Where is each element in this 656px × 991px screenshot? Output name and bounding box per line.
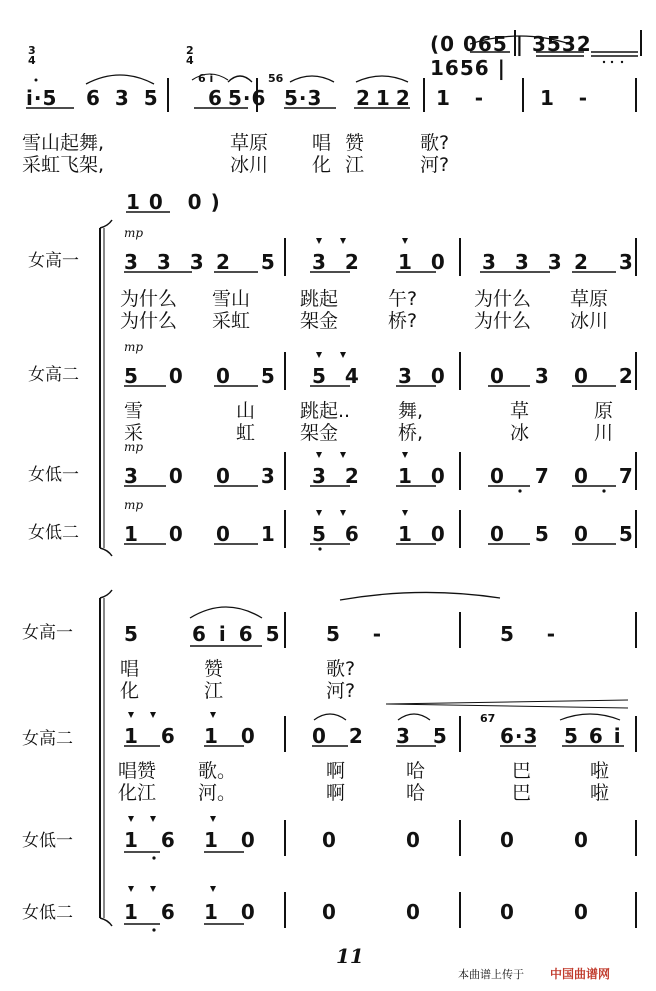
lyric: 舞, <box>398 400 424 422</box>
lyric: 江 <box>204 680 224 702</box>
note-group: 3 5 <box>396 724 455 748</box>
lyric: 雪 <box>124 400 144 422</box>
intro-note: 6 <box>208 86 223 110</box>
note-group: 1 0 <box>398 522 451 546</box>
lyric: 河。 <box>198 782 237 804</box>
lyric: 化江 <box>312 154 379 176</box>
note-group: 3 2 <box>312 250 365 274</box>
dynamic-mark: mp <box>124 226 144 240</box>
note-group: 0 <box>322 900 337 924</box>
part-name: 女低二 <box>22 903 73 923</box>
lyric: 架金 <box>300 310 339 332</box>
lyric: 冰 <box>510 422 530 444</box>
note-group: 1 0 <box>204 828 263 852</box>
lyric: 唱赞 <box>118 760 157 782</box>
note-group: 1 0 <box>124 522 195 546</box>
lyric: 原 <box>594 400 614 422</box>
note-group: 5 6 <box>312 522 365 546</box>
lyric: 川 <box>594 422 614 444</box>
lyric: 午? <box>388 288 418 310</box>
note-group: 0 7 <box>490 464 561 488</box>
note-group: 0 <box>406 828 421 852</box>
intro-note: 6 3 5 <box>86 86 159 110</box>
lyric: 啦 <box>590 760 610 782</box>
lyric: 桥, <box>398 422 424 444</box>
note-group: 6 i 6 5 <box>192 622 283 646</box>
lyric: 巴 <box>512 760 532 782</box>
note-group: 0 <box>574 900 589 924</box>
note-group: 3 0 <box>124 464 195 488</box>
note-group: 1 6 <box>124 828 183 852</box>
lyric: 架金 <box>300 422 339 444</box>
note-group: 2 5 <box>216 250 287 274</box>
note-group: 0 <box>574 828 589 852</box>
lyric: 为什么 <box>474 288 532 310</box>
intro-note: 1 - <box>540 86 589 110</box>
part-name: 女低一 <box>28 465 79 485</box>
part-name: 女高二 <box>28 365 79 385</box>
note-group: 0 <box>500 828 515 852</box>
lyric: 哈 <box>406 782 426 804</box>
note-group: 0 2 <box>574 364 645 388</box>
lyric: 啊 <box>326 760 346 782</box>
intro-tail-notes: 1 0 0 ) <box>126 190 221 214</box>
part-name: 女低一 <box>22 831 73 851</box>
lyric: 为什么 <box>120 310 178 332</box>
lyric: 采虹 <box>212 310 251 332</box>
intro-instrumental-line: (0 065 | 3532 1656 | <box>430 32 592 80</box>
note-group: 1 0 <box>398 250 451 274</box>
lyric: 河? <box>420 154 450 176</box>
intro-note: i·5 <box>26 86 58 110</box>
note-group: 1 0 <box>204 724 263 748</box>
note-group: 0 5 <box>574 522 645 546</box>
lyric: 为什么 <box>474 310 532 332</box>
note-group: 0 5 <box>216 364 287 388</box>
lyric: 雪山起舞, <box>22 132 105 154</box>
lyric: 采虹飞架, <box>22 154 105 176</box>
part-name: 女高一 <box>28 251 79 271</box>
note-group: 6·3 <box>500 724 539 748</box>
dynamic-mark: mp <box>124 440 144 454</box>
note-group: 1 6 <box>124 900 183 924</box>
lyric: 歌? <box>420 132 450 154</box>
lyric: 歌? <box>326 658 356 680</box>
note-group: 3 0 <box>398 364 451 388</box>
note-group: 0 2 <box>312 724 371 748</box>
time-signature-2-4: 2 4 <box>186 44 194 67</box>
lyric: 采 <box>124 422 144 444</box>
lyric: 哈 <box>406 760 426 782</box>
note-group: 5 0 <box>124 364 195 388</box>
lyric: 啊 <box>326 782 346 804</box>
intro-note: 5·3 <box>284 86 323 110</box>
note-group: 0 <box>322 828 337 852</box>
lyric: 赞 <box>204 658 224 680</box>
lyric: 跳起 <box>300 288 339 310</box>
intro-note: 1 - <box>436 86 485 110</box>
part-name: 女高二 <box>22 729 73 749</box>
intro-note: 212 <box>356 86 416 110</box>
dynamic-mark: mp <box>124 340 144 354</box>
lyric: 为什么 <box>120 288 178 310</box>
lyric: 草原 <box>570 288 609 310</box>
lyric: 化江 <box>118 782 157 804</box>
site-logo[interactable]: 中国曲谱网 <box>550 967 611 981</box>
part-name: 女高一 <box>22 623 73 643</box>
note-group: 5 - <box>326 622 383 646</box>
lyric: 草 <box>510 400 530 422</box>
grace-note-1: 6 i <box>198 72 214 85</box>
note-group: 1 0 <box>398 464 451 488</box>
note-group: 5 4 <box>312 364 365 388</box>
note-group: 0 5 <box>490 522 561 546</box>
lyric: 啦 <box>590 782 610 804</box>
lyric: 唱赞 <box>312 132 379 154</box>
footer-text: 本曲谱上传于 <box>458 968 524 981</box>
lyric: 跳起.. <box>300 400 351 422</box>
lyric: 桥? <box>388 310 418 332</box>
note-group: 3 3 3 <box>124 250 210 274</box>
lyric: 河? <box>326 680 356 702</box>
note-group: 1 6 <box>124 724 183 748</box>
note-group: 0 3 <box>490 364 561 388</box>
part-name: 女低二 <box>28 523 79 543</box>
grace-note-2: 56 <box>268 72 284 85</box>
note-group: 0 1 <box>216 522 287 546</box>
lyric: 雪山 <box>212 288 251 310</box>
note-group: 5 <box>124 622 139 646</box>
note-group: 0 <box>500 900 515 924</box>
note-group: 1 0 <box>204 900 263 924</box>
lyric: 巴 <box>512 782 532 804</box>
note-group: 5 6 i <box>564 724 623 748</box>
intro-note: 5·6 <box>228 86 267 110</box>
note-group: 2 3 <box>574 250 645 274</box>
lyric: 草原 <box>230 132 269 154</box>
dynamic-mark: mp <box>124 498 144 512</box>
time-signature-3-4: 3 4 <box>28 44 36 67</box>
lyric: 虹 <box>236 422 256 444</box>
note-group: 0 3 <box>216 464 287 488</box>
lyric: 冰川 <box>230 154 269 176</box>
note-group: 0 <box>406 900 421 924</box>
lyric: 歌。 <box>198 760 237 782</box>
lyric: 唱 <box>120 658 140 680</box>
page-number: 11 <box>336 944 364 968</box>
lyric: 山 <box>236 400 256 422</box>
note-group: 0 7 <box>574 464 645 488</box>
note-group: 5 - <box>500 622 557 646</box>
note-group: 3 3 3 <box>482 250 568 274</box>
lyric: 冰川 <box>570 310 609 332</box>
grace-note: 67 <box>480 712 496 725</box>
note-group: 3 2 <box>312 464 365 488</box>
lyric: 化 <box>120 680 140 702</box>
